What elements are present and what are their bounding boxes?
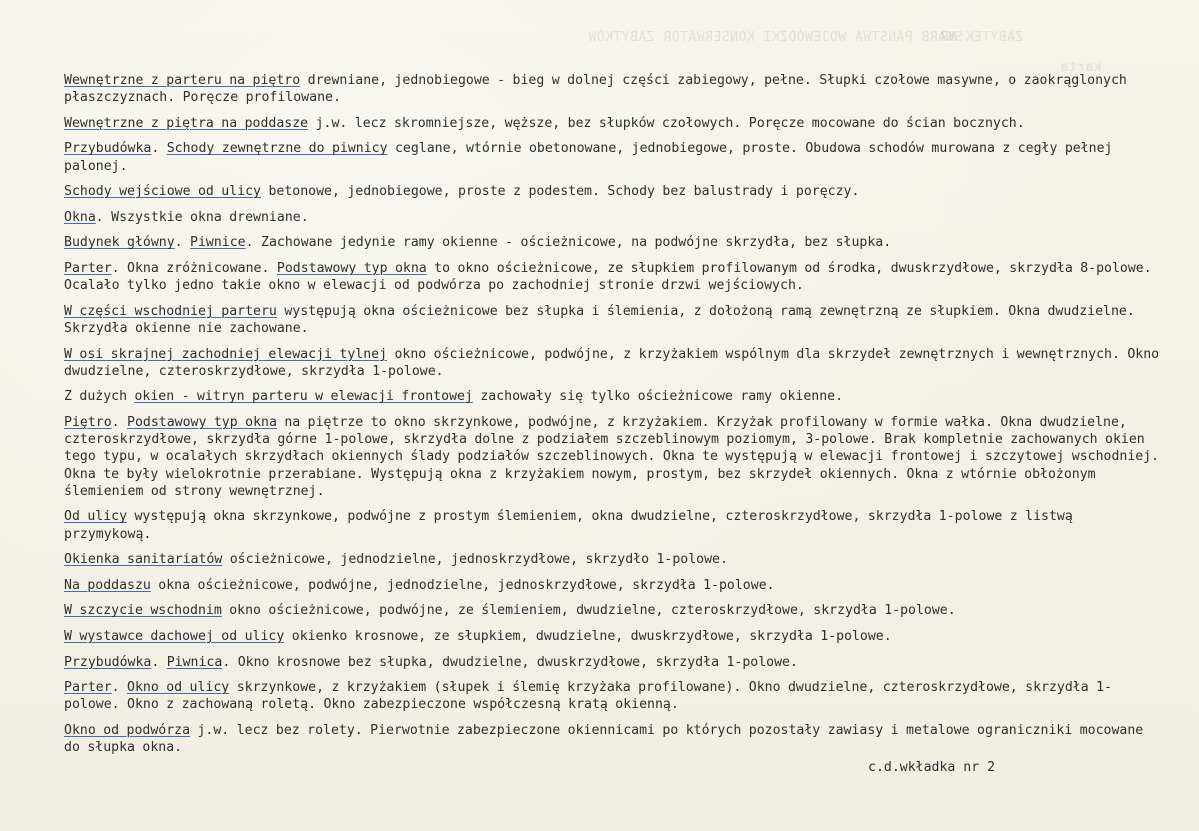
underlined-heading: Schody wejściowe od ulicy xyxy=(64,184,261,200)
paragraph-text: występują okna ościeżnicowe bez słupka i ślemienia, z dołożoną ramą zewnętrzną ze słupkiem. Okna dwudzielne. Skrzydła okienne nie zachowane. xyxy=(64,303,1135,336)
paragraph-text: . xyxy=(151,654,167,670)
paragraph xyxy=(64,115,1164,132)
underlined-heading: Przybudówka xyxy=(64,141,152,157)
paragraph xyxy=(64,260,1164,294)
paragraph xyxy=(64,346,1164,380)
paragraph-text: . xyxy=(111,414,128,430)
underlined-subheading: Podstawowy typ okna xyxy=(276,260,427,276)
paragraph-prefix: Z dużych xyxy=(64,389,135,405)
paragraph xyxy=(64,577,1164,594)
underlined-subheading: Podstawowy typ okna xyxy=(127,414,277,430)
underlined-subheading: Piwnica xyxy=(166,654,223,670)
underlined-subheading: Piwnice xyxy=(190,235,246,251)
paragraph xyxy=(64,303,1164,337)
underlined-heading: Parter xyxy=(64,260,112,276)
underlined-heading: Od ulicy xyxy=(64,509,128,525)
paragraph xyxy=(64,209,1164,226)
bleed-through-text-3: karta xyxy=(1060,60,1102,75)
paragraph-text: to okno ościeżnicowe, ze słupkiem profilowanym od środka, dwuskrzydłowe, skrzydła 8-polowe. Ocalało tylko jedno takie okno w elewacji od podwórza po zachodniej stronie drzwi wejściowych. xyxy=(64,260,1152,294)
underlined-heading: Parter xyxy=(64,680,112,696)
paragraph xyxy=(64,679,1164,713)
underlined-heading: okien - witryn parteru w elewacji frontowej xyxy=(134,389,473,405)
underlined-heading: Okna xyxy=(64,209,96,225)
underlined-heading: W części wschodniej parteru xyxy=(64,303,277,319)
paragraph-text: występują okna skrzynkowe, podwójne z prostym ślemieniem, okna dwudzielne, czteroskrzydłowe, skrzydła 1-polowe z listwą przymykową. xyxy=(64,509,1073,542)
underlined-heading: W szczycie wschodnim xyxy=(64,603,222,619)
paragraph-text: ceglane, wtórnie obetonowane, jednobiegowe, proste. Obudowa schodów murowana z cegły pełnej palonej. xyxy=(64,141,1113,174)
paragraph xyxy=(64,602,1164,619)
paragraph-text: na piętrze to okno skrzynkowe, podwójne, z krzyżakiem. Krzyżak profilowany w formie wałka. Okna dwudzielne, czteroskrzydłowe, skrzydła górne 1-polowe, skrzydła dolne z podziałem szczeblinowym poziomym, 3-polowe. Brak kompletnie zachowanych okien tego typu, w ocalałych skrzydłach okiennych ślady podziałów szczeblinowych. Okna te występują w elewacji frontowej i szczytowej wschodniej. Okna te były wielokrotnie przerabiane. Występują okna z krzyżakiem nowym, prostym, bez skrzydeł okiennych. Okna z wtórnie obłożonym ślemieniem od strony wewnętrznej. xyxy=(64,414,1160,499)
paragraph xyxy=(64,722,1164,756)
paragraph-text: okna ościeżnicowe, podwójne, jednodzielne, jednoskrzydłowe, skrzydła 1-polowe. xyxy=(150,577,775,593)
paragraph-text: okno ościeżnicowe, podwójne, ze ślemieniem, dwudzielne, czteroskrzydłowe, skrzydła 1-polowe. xyxy=(221,603,956,619)
paragraph xyxy=(64,628,1164,645)
paragraph-text: okienko krosnowe, ze słupkiem, dwudzielne, dwuskrzydłowe, skrzydła 1-polowe. xyxy=(284,628,892,644)
underlined-heading: Wewnętrzne z piętra na poddasze xyxy=(64,115,309,131)
paragraph-text: . xyxy=(174,235,191,251)
paragraph xyxy=(64,388,1164,405)
underlined-heading: W osi skrajnej zachodniej elewacji tylnej xyxy=(64,346,388,362)
continuation-note: c.d.wkładka nr 2 xyxy=(868,760,996,775)
paragraph xyxy=(64,72,1164,106)
paragraph xyxy=(64,414,1164,500)
paragraph xyxy=(64,183,1164,200)
paragraph-text: ościeżnicowe, jednodzielne, jednoskrzydłowe, skrzydło 1-polowe. xyxy=(222,552,728,568)
paragraph-text: . xyxy=(111,680,128,696)
paragraph-text: . Okno krosnowe bez słupka, dwudzielne, dwuskrzydłowe, skrzydła 1-polowe. xyxy=(222,654,798,670)
paragraph xyxy=(64,234,1164,251)
bleed-through-text-2: ZABYTEK NR xyxy=(940,30,1024,45)
bleed-through-text-1: SKARB PAŃSTWA WOJEWÓDZKI KONSERWATOR ZABYTKÓW xyxy=(588,30,963,45)
paragraph-text: . Zachowane jedynie ramy okienne - ościeżnicowe, na podwójne skrzydła, bez słupka. xyxy=(245,235,892,251)
underlined-heading: Piętro xyxy=(64,414,112,430)
paragraph-text: betonowe, jednobiegowe, proste z podestem. Schody bez balustrady i poręczy. xyxy=(261,184,860,200)
paragraph xyxy=(64,508,1164,542)
underlined-heading: Przybudówka xyxy=(64,654,152,670)
underlined-heading: Okno od podwórza xyxy=(64,722,191,738)
paragraph-text: zachowały się tylko ościeżnicowe ramy okienne. xyxy=(472,389,844,405)
paragraph-text: . Wszystkie okna drewniane. xyxy=(95,209,309,225)
underlined-subheading: Schody zewnętrzne do piwnicy xyxy=(166,141,388,157)
paragraph-text: skrzynkowe, z krzyżakiem (słupek i ślemię krzyżaka profilowane). Okno dwudzielne, czteroskrzydłowe, skrzydła 1-polowe. Okno z zachowaną roletą. Okno zabezpieczone współczesną kratą okienną. xyxy=(64,680,1112,713)
underlined-heading: Wewnętrzne z parteru na piętro xyxy=(64,73,301,88)
underlined-heading: Na poddaszu xyxy=(64,577,151,593)
document-body xyxy=(64,72,1164,765)
underlined-subheading: Okno od ulicy xyxy=(127,680,230,696)
paragraph xyxy=(64,654,1164,671)
paragraph-text: . Okna zróżnicowane. xyxy=(111,260,277,276)
paragraph xyxy=(64,551,1164,568)
paragraph xyxy=(64,140,1164,174)
paragraph-text: okno ościeżnicowe, podwójne, z krzyżakiem wspólnym dla skrzydeł zewnętrznych i wewnętrznych. Okno dwudzielne, czteroskrzydłowe, skrzydła 1-polowe. xyxy=(64,346,1160,379)
paragraph-text: . xyxy=(151,141,167,157)
paragraph-text: j.w. lecz skromniejsze, węższe, bez słupków czołowych. Poręcze mocowane do ścian bocznych. xyxy=(308,115,1025,131)
underlined-heading: Budynek główny xyxy=(64,235,175,251)
underlined-heading: W wystawce dachowej od ulicy xyxy=(64,628,285,644)
underlined-heading: Okienka sanitariatów xyxy=(64,552,223,568)
paragraph-text: drewniane, jednobiegowe - bieg w dolnej części zabiegowy, pełne. Słupki czołowe masywne, o zaokrąglonych płaszczyznach. Poręcze profilowane. xyxy=(64,73,1127,106)
paragraph-text: j.w. lecz bez rolety. Pierwotnie zabezpieczone okiennicami po których pozostały zawiasy i metalowe ograniczniki mocowane do słupka okna. xyxy=(64,722,1144,756)
